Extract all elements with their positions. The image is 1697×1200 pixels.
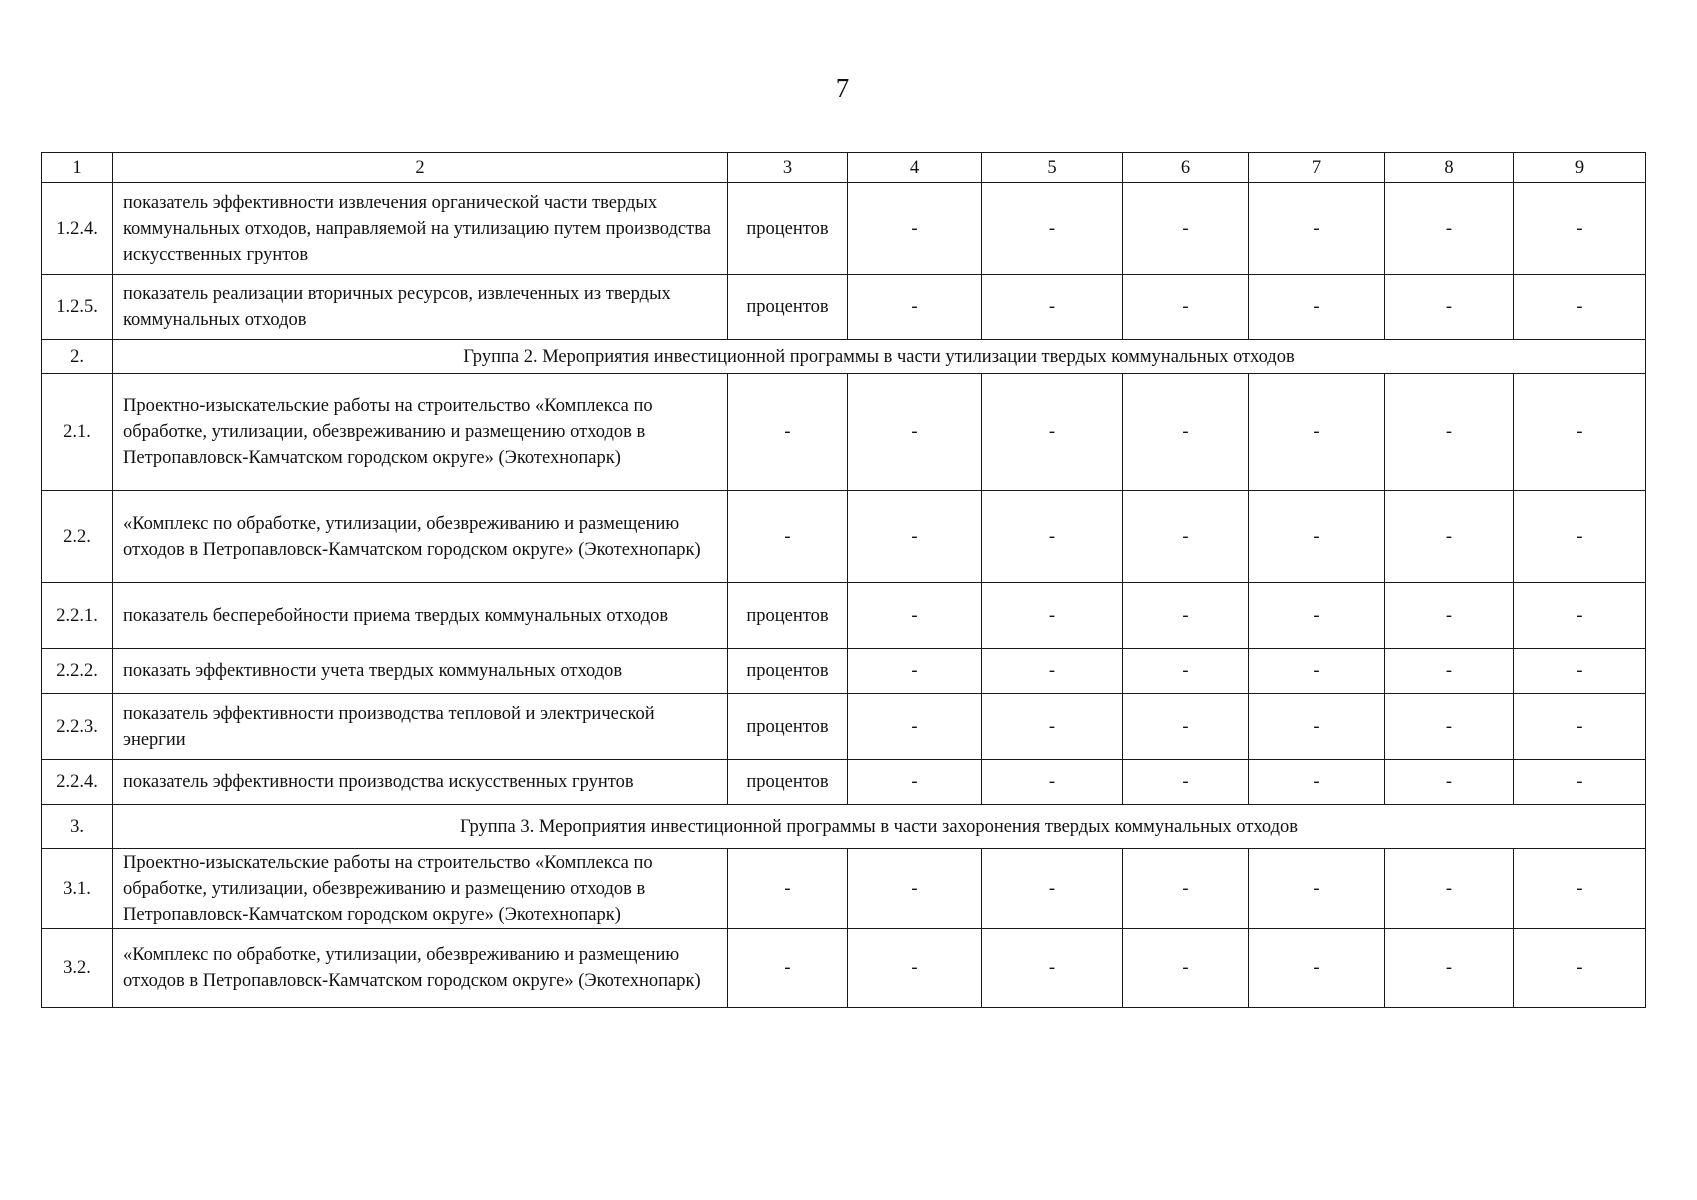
header-cell: 4: [848, 153, 982, 183]
row-value: -: [1385, 760, 1514, 805]
row-description: показатель реализации вторичных ресурсов, извлеченных из твердых коммунальных отходов: [113, 275, 728, 340]
header-cell: 8: [1385, 153, 1514, 183]
header-cell: 2: [113, 153, 728, 183]
row-value: -: [848, 929, 982, 1008]
row-value: -: [1249, 849, 1385, 929]
row-unit: процентов: [728, 649, 848, 694]
row-number: 2.2.1.: [42, 583, 113, 649]
row-value: -: [1385, 694, 1514, 760]
header-cell: 7: [1249, 153, 1385, 183]
row-value: -: [982, 491, 1123, 583]
row-value: -: [982, 849, 1123, 929]
row-value: -: [1514, 275, 1646, 340]
row-value: -: [1385, 183, 1514, 275]
group-number: 2.: [42, 340, 113, 374]
row-value: -: [1385, 583, 1514, 649]
row-number: 2.1.: [42, 374, 113, 491]
row-value: -: [1249, 694, 1385, 760]
row-value: -: [1385, 491, 1514, 583]
header-cell: 3: [728, 153, 848, 183]
group-title: Группа 2. Мероприятия инвестиционной программы в части утилизации твердых коммунальных отходов: [113, 340, 1646, 374]
table-row: [42, 849, 1646, 929]
row-value: -: [1385, 849, 1514, 929]
row-value: -: [1123, 694, 1249, 760]
row-value: -: [1123, 760, 1249, 805]
table-row: [42, 694, 1646, 760]
row-value: -: [848, 491, 982, 583]
row-number: 3.2.: [42, 929, 113, 1008]
row-number: 2.2.: [42, 491, 113, 583]
row-unit: процентов: [728, 183, 848, 275]
group-row: [42, 805, 1646, 849]
row-value: -: [982, 694, 1123, 760]
row-value: -: [1514, 694, 1646, 760]
row-value: -: [1123, 929, 1249, 1008]
row-value: -: [982, 583, 1123, 649]
row-unit: -: [728, 491, 848, 583]
row-unit: процентов: [728, 583, 848, 649]
row-description: показать эффективности учета твердых коммунальных отходов: [113, 649, 728, 694]
row-value: -: [1514, 183, 1646, 275]
header-cell: 5: [982, 153, 1123, 183]
row-number: 1.2.4.: [42, 183, 113, 275]
table-row: [42, 583, 1646, 649]
row-value: -: [1249, 929, 1385, 1008]
row-description: Проектно-изыскательские работы на строительство «Комплекса по обработке, утилизации, обезвреживанию и размещению отходов в Петропавловск-Камчатском городском округе» (Экотехнопарк): [113, 374, 728, 491]
header-cell: 6: [1123, 153, 1249, 183]
row-value: -: [848, 694, 982, 760]
row-unit: -: [728, 374, 848, 491]
row-value: -: [1123, 491, 1249, 583]
row-value: -: [1385, 649, 1514, 694]
group-row: [42, 340, 1646, 374]
row-value: -: [1514, 374, 1646, 491]
row-value: -: [1514, 491, 1646, 583]
table-row: [42, 374, 1646, 491]
row-value: -: [1123, 275, 1249, 340]
row-value: -: [1249, 374, 1385, 491]
row-value: -: [1514, 849, 1646, 929]
row-unit: -: [728, 929, 848, 1008]
row-value: -: [982, 374, 1123, 491]
row-value: -: [848, 183, 982, 275]
row-description: показатель эффективности извлечения органической части твердых коммунальных отходов, направляемой на утилизацию путем производства искусственных грунтов: [113, 183, 728, 275]
table-row: [42, 649, 1646, 694]
table-row: [42, 183, 1646, 275]
row-value: -: [982, 275, 1123, 340]
row-unit: процентов: [728, 275, 848, 340]
indicators-table: [41, 152, 1646, 1008]
header-cell: 1: [42, 153, 113, 183]
row-description: «Комплекс по обработке, утилизации, обезвреживанию и размещению отходов в Петропавловск-Камчатском городском округе» (Экотехнопарк): [113, 929, 728, 1008]
row-value: -: [1249, 491, 1385, 583]
row-value: -: [982, 929, 1123, 1008]
row-number: 1.2.5.: [42, 275, 113, 340]
row-number: 2.2.2.: [42, 649, 113, 694]
header-cell: 9: [1514, 153, 1646, 183]
row-value: -: [1514, 929, 1646, 1008]
row-value: -: [1249, 583, 1385, 649]
row-description: показатель эффективности производства искусственных грунтов: [113, 760, 728, 805]
group-number: 3.: [42, 805, 113, 849]
row-description: Проектно-изыскательские работы на строительство «Комплекса по обработке, утилизации, обезвреживанию и размещению отходов в Петропавловск-Камчатском городском округе» (Экотехнопарк): [113, 849, 728, 929]
table-row: [42, 491, 1646, 583]
row-value: -: [848, 849, 982, 929]
row-description: показатель бесперебойности приема твердых коммунальных отходов: [113, 583, 728, 649]
row-value: -: [982, 183, 1123, 275]
table-row: [42, 760, 1646, 805]
page-number: 7: [835, 73, 850, 103]
table-row: [42, 275, 1646, 340]
group-title: Группа 3. Мероприятия инвестиционной программы в части захоронения твердых коммунальных отходов: [113, 805, 1646, 849]
row-value: -: [1123, 849, 1249, 929]
row-description: «Комплекс по обработке, утилизации, обезвреживанию и размещению отходов в Петропавловск-Камчатском городском округе» (Экотехнопарк): [113, 491, 728, 583]
row-unit: -: [728, 849, 848, 929]
row-value: -: [1249, 275, 1385, 340]
row-value: -: [1385, 275, 1514, 340]
row-value: -: [982, 760, 1123, 805]
row-value: -: [1514, 760, 1646, 805]
row-value: -: [1385, 929, 1514, 1008]
row-value: -: [1385, 374, 1514, 491]
row-value: -: [1249, 183, 1385, 275]
row-number: 2.2.4.: [42, 760, 113, 805]
row-value: -: [982, 649, 1123, 694]
row-value: -: [848, 275, 982, 340]
row-unit: процентов: [728, 694, 848, 760]
row-value: -: [1514, 583, 1646, 649]
row-value: -: [1249, 649, 1385, 694]
row-value: -: [848, 649, 982, 694]
row-value: -: [1123, 649, 1249, 694]
row-value: -: [1514, 649, 1646, 694]
row-value: -: [1123, 183, 1249, 275]
row-description: показатель эффективности производства тепловой и электрической энергии: [113, 694, 728, 760]
row-value: -: [1123, 583, 1249, 649]
row-value: -: [848, 374, 982, 491]
row-number: 3.1.: [42, 849, 113, 929]
row-unit: процентов: [728, 760, 848, 805]
row-value: -: [848, 583, 982, 649]
row-value: -: [848, 760, 982, 805]
row-number: 2.2.3.: [42, 694, 113, 760]
header-row: [42, 153, 1646, 183]
row-value: -: [1249, 760, 1385, 805]
row-value: -: [1123, 374, 1249, 491]
table-row: [42, 929, 1646, 1008]
